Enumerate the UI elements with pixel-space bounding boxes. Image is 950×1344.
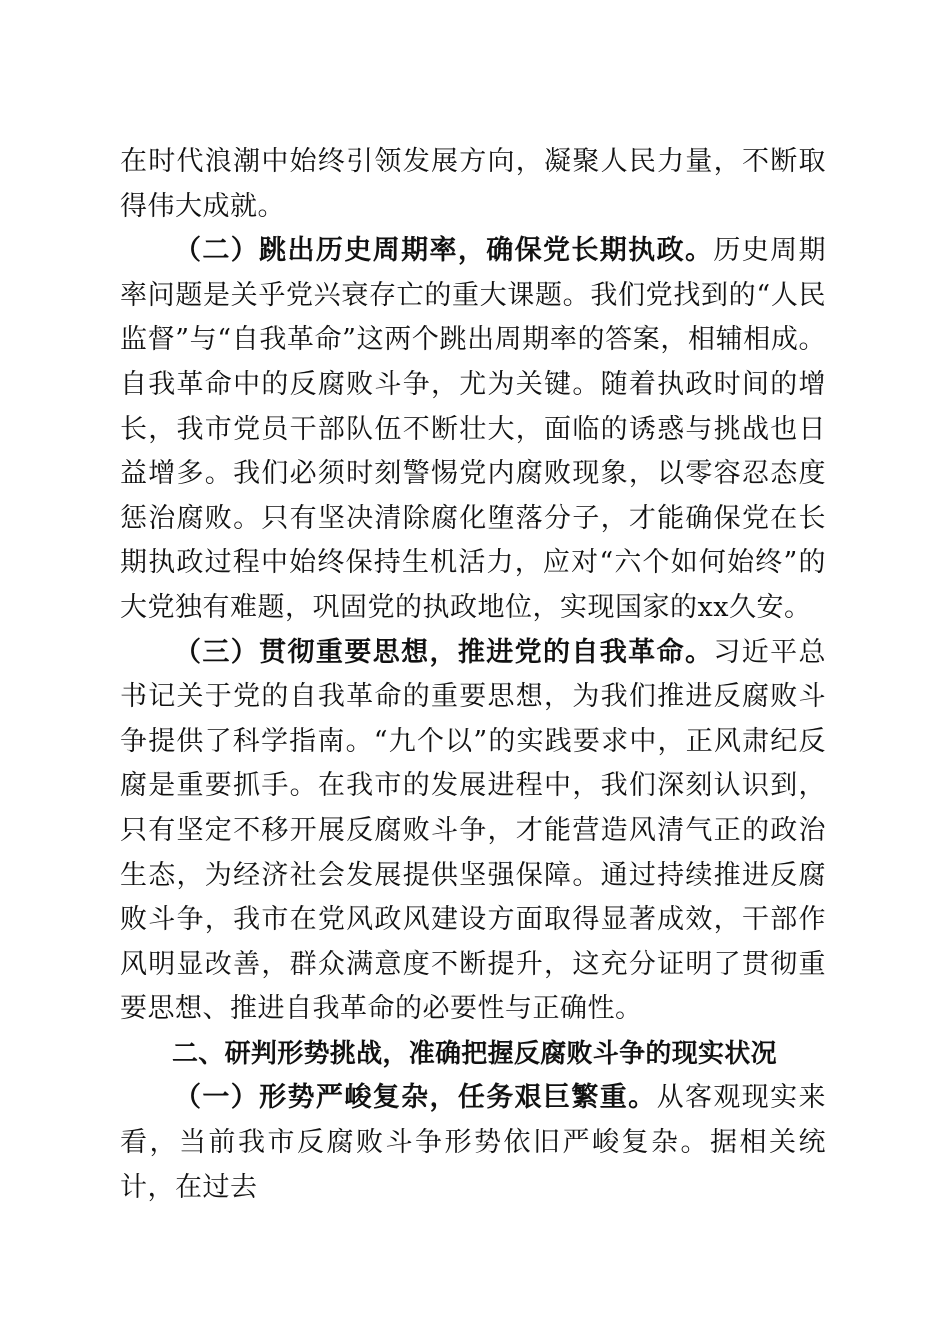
paragraph-text: 从客观现实来看，当前我市反腐败斗争形势依旧严峻复杂。据相关统计，在过去 [120, 1082, 827, 1203]
section-heading: 二、研判形势挑战，准确把握反腐败斗争的现实状况 [172, 1038, 777, 1069]
paragraph-self-revolution [120, 631, 826, 1032]
paragraph-break-cycle [120, 229, 826, 630]
paragraph-situation [120, 1076, 826, 1210]
paragraph-text: 习近平总书记关于党的自我革命的重要思想，为我们推进反腐败斗争提供了科学指南。“九个以”的实践要求中，正风肃纪反腐是重要抓手。在我市的发展进程中，我们深刻认识到，只有坚定不移开展反腐败斗争，才能营造风清气正的政治生态，为经济社会发展提供坚强保障。通过持续推进反腐败斗争，我市在党风政风建设方面取得显著成效，干部作风明显改善，群众满意度不断提升，这充分证明了贯彻重要思想、推进自我革命的必要性与正确性。 [120, 636, 827, 1025]
paragraph-lead-heading: （一）形势严峻复杂，任务艰巨繁重。 [174, 1082, 657, 1114]
paragraph-text: 在时代浪潮中始终引领发展方向，凝聚人民力量，不断取得伟大成就。 [120, 146, 826, 222]
paragraph-lead-heading: （二）跳出历史周期率，确保党长期执政。 [174, 235, 714, 267]
paragraph-text: 历史周期率问题是关乎党兴衰存亡的重大课题。我们党找到的“人民监督”与“自我革命”这两个跳出周期率的答案，相辅相成。自我革命中的反腐败斗争，尤为关键。随着执政时间的增长，我市党员干部队伍不断壮大，面临的诱惑与挑战也日益增多。我们必须时刻警惕党内腐败现象，以零容忍态度惩治腐败。只有坚决清除腐化堕落分子，才能确保党在长期执政过程中始终保持生机活力，应对“六个如何始终”的大党独有难题，巩固党的执政地位，实现国家的xx久安。 [120, 235, 827, 623]
paragraph-lead-heading: （三）贯彻重要思想，推进党的自我革命。 [174, 636, 714, 668]
document-body [120, 140, 826, 1210]
paragraph-continuation [120, 140, 826, 229]
